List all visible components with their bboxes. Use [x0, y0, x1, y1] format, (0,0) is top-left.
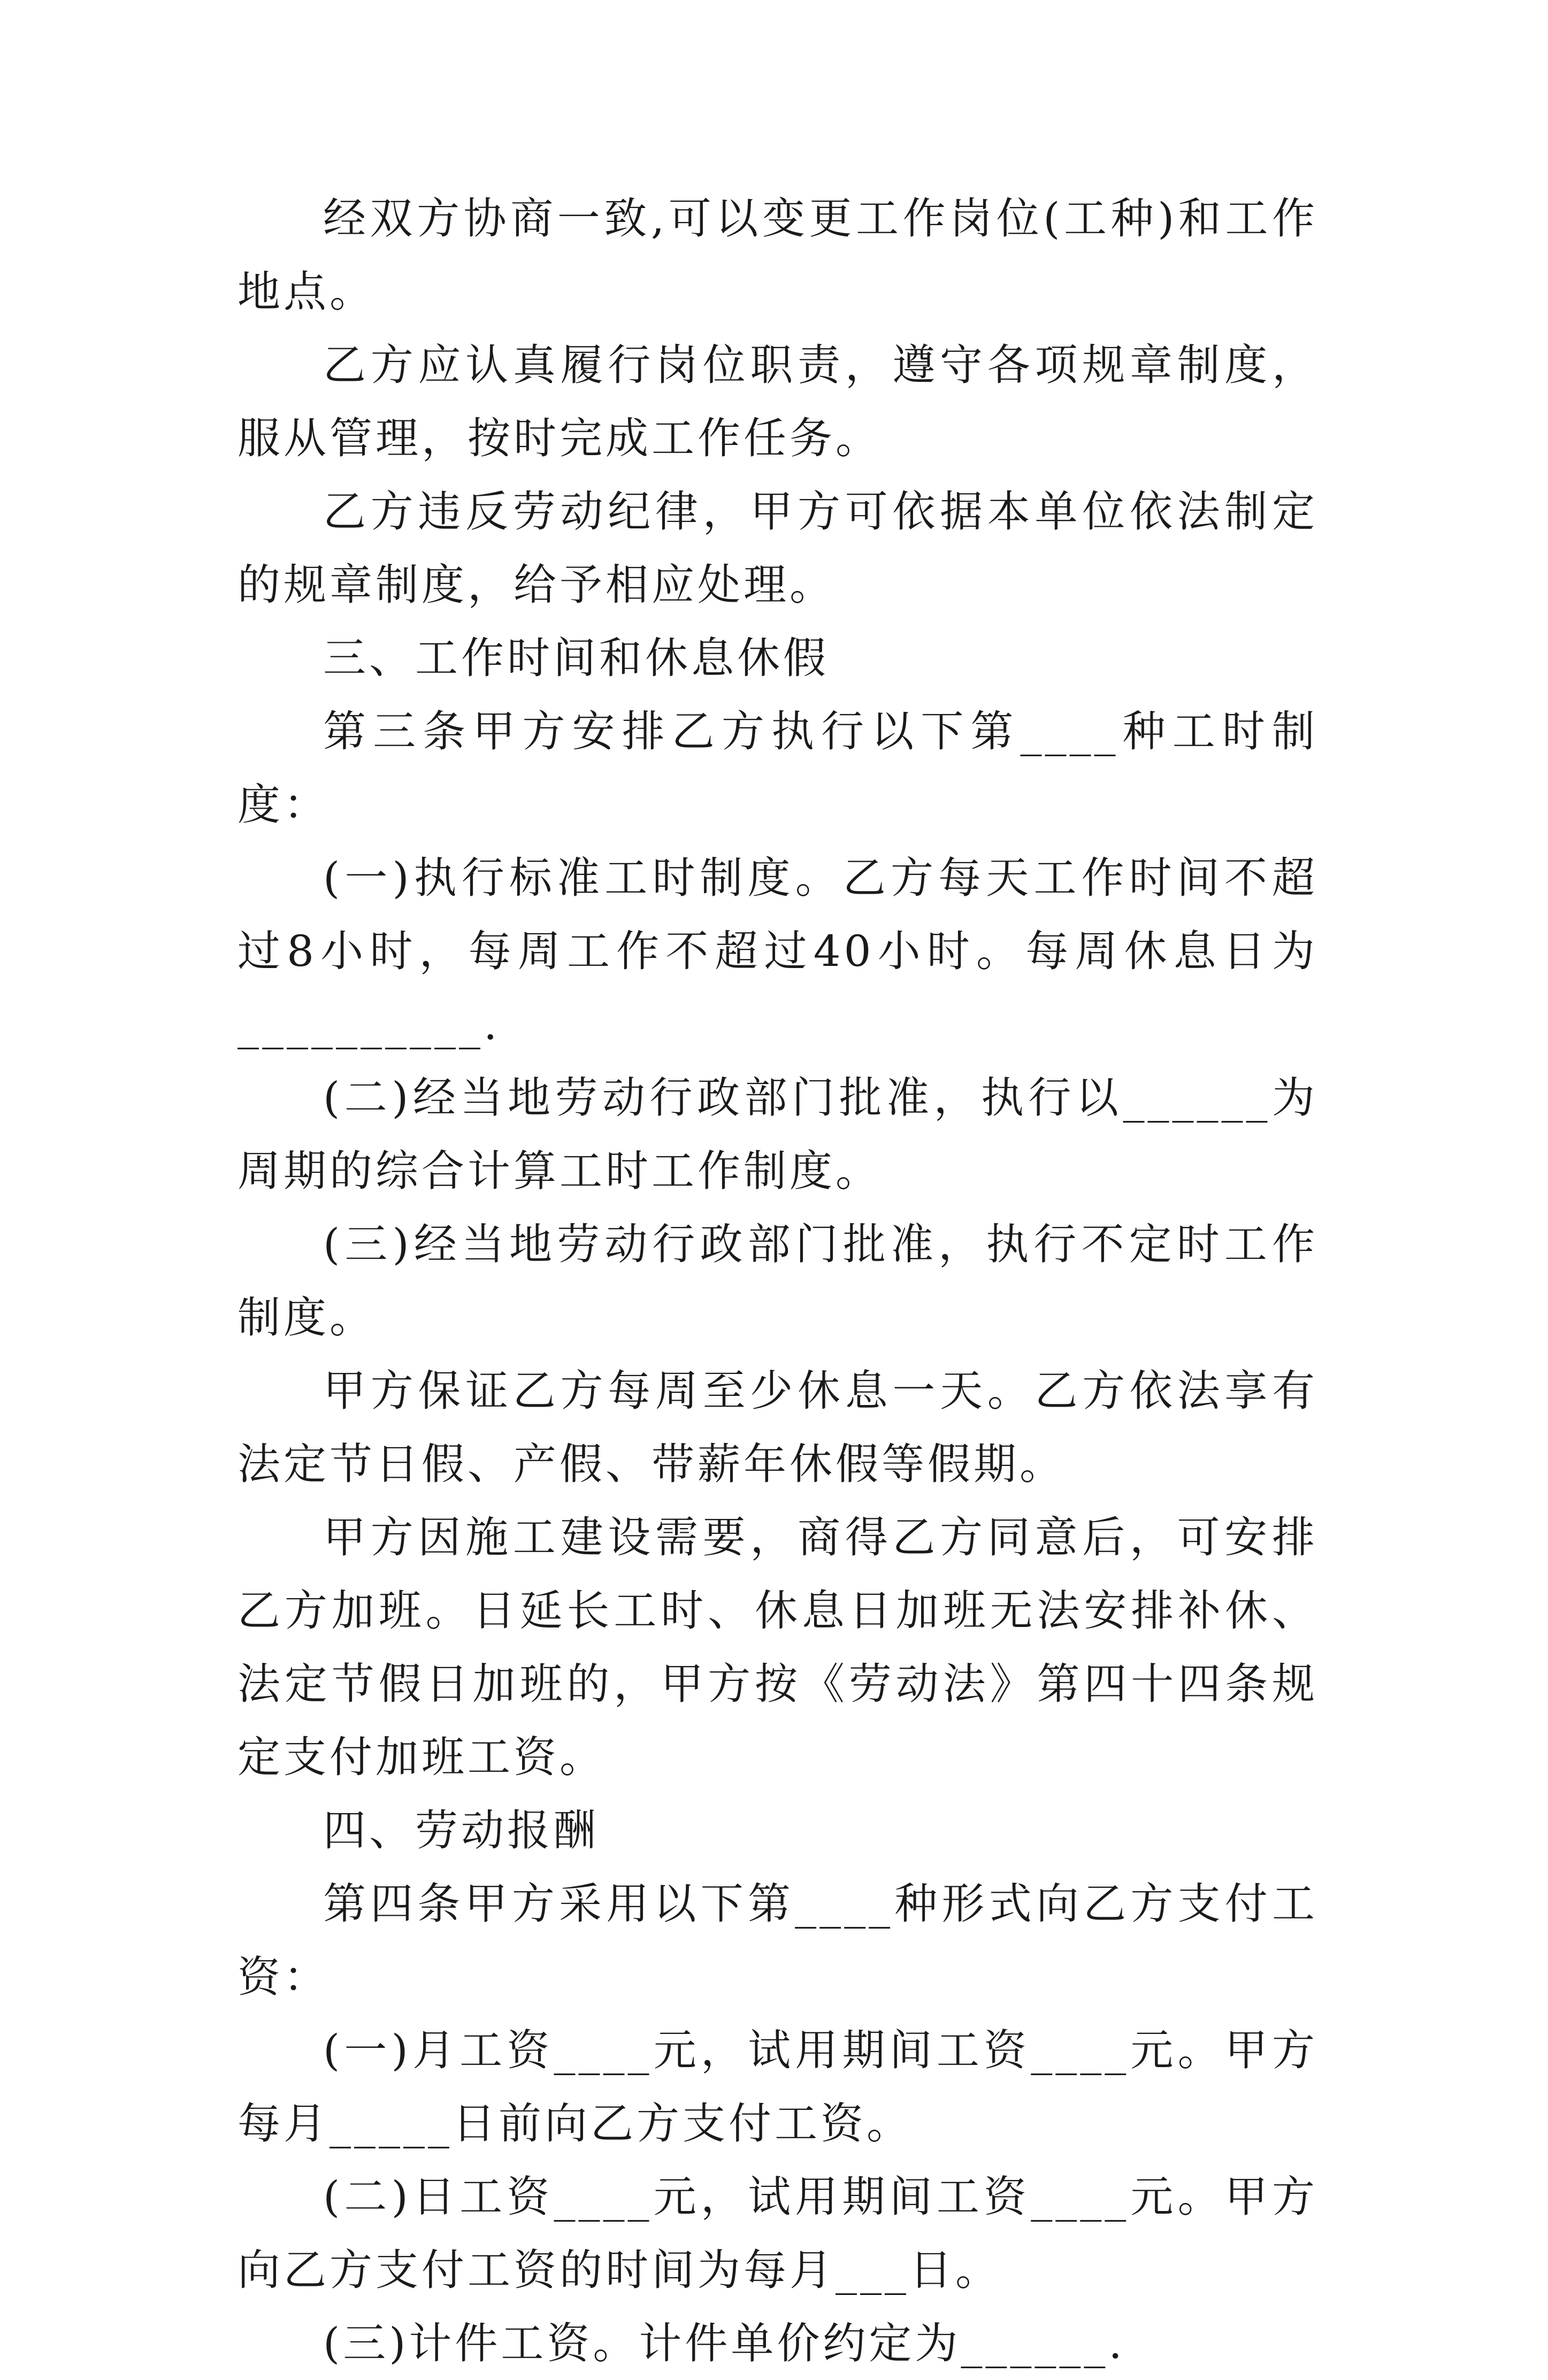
paragraph-discipline: 乙方违反劳动纪律，甲方可依据本单位依法制定的规章制度，给予相应处理。 — [237, 487, 1318, 610]
paragraph-rest-days: 甲方保证乙方每周至少休息一天。乙方依法享有法定节日假、产假、带薪年休假等假期。 — [237, 1366, 1318, 1489]
clause-monthly-wage: (一)月工资____元，试用期间工资____元。甲方每月_____日前向乙方支付工资。 — [237, 2025, 1318, 2148]
paragraph-overtime: 甲方因施工建设需要，商得乙方同意后，可安排乙方加班。日延长工时、休息日加班无法安排补休、法定节假日加班的，甲方按《劳动法》第四十四条规定支付加班工资。 — [237, 1513, 1318, 1782]
article-three: 第三条甲方安排乙方执行以下第____种工时制度： — [237, 707, 1318, 830]
clause-flexible-hours: (三)经当地劳动行政部门批准，执行不定时工作制度。 — [237, 1219, 1318, 1342]
article-four: 第四条甲方采用以下第____种形式向乙方支付工资： — [237, 1879, 1318, 2002]
clause-comprehensive-hours: (二)经当地劳动行政部门批准，执行以______为周期的综合计算工时工作制度。 — [237, 1073, 1318, 1196]
clause-standard-hours: (一)执行标准工时制度。乙方每天工作时间不超过8小时，每周工作不超过40小时。每周休息日为__________. — [237, 853, 1318, 1049]
clause-piece-wage: (三)计件工资。计件单价约定为______. — [323, 2318, 1125, 2368]
clause-daily-wage: (二)日工资____元，试用期间工资____元。甲方向乙方支付工资的时间为每月___日。 — [237, 2172, 1318, 2295]
section-heading-remuneration: 四、劳动报酬 — [323, 1806, 599, 1855]
document-body — [237, 182, 1318, 2380]
section-heading-work-hours: 三、工作时间和休息休假 — [323, 633, 829, 683]
paragraph-duties: 乙方应认真履行岗位职责，遵守各项规章制度，服从管理，按时完成工作任务。 — [237, 340, 1318, 463]
paragraph-change-post: 经双方协商一致,可以变更工作岗位(工种)和工作地点。 — [237, 194, 1318, 317]
